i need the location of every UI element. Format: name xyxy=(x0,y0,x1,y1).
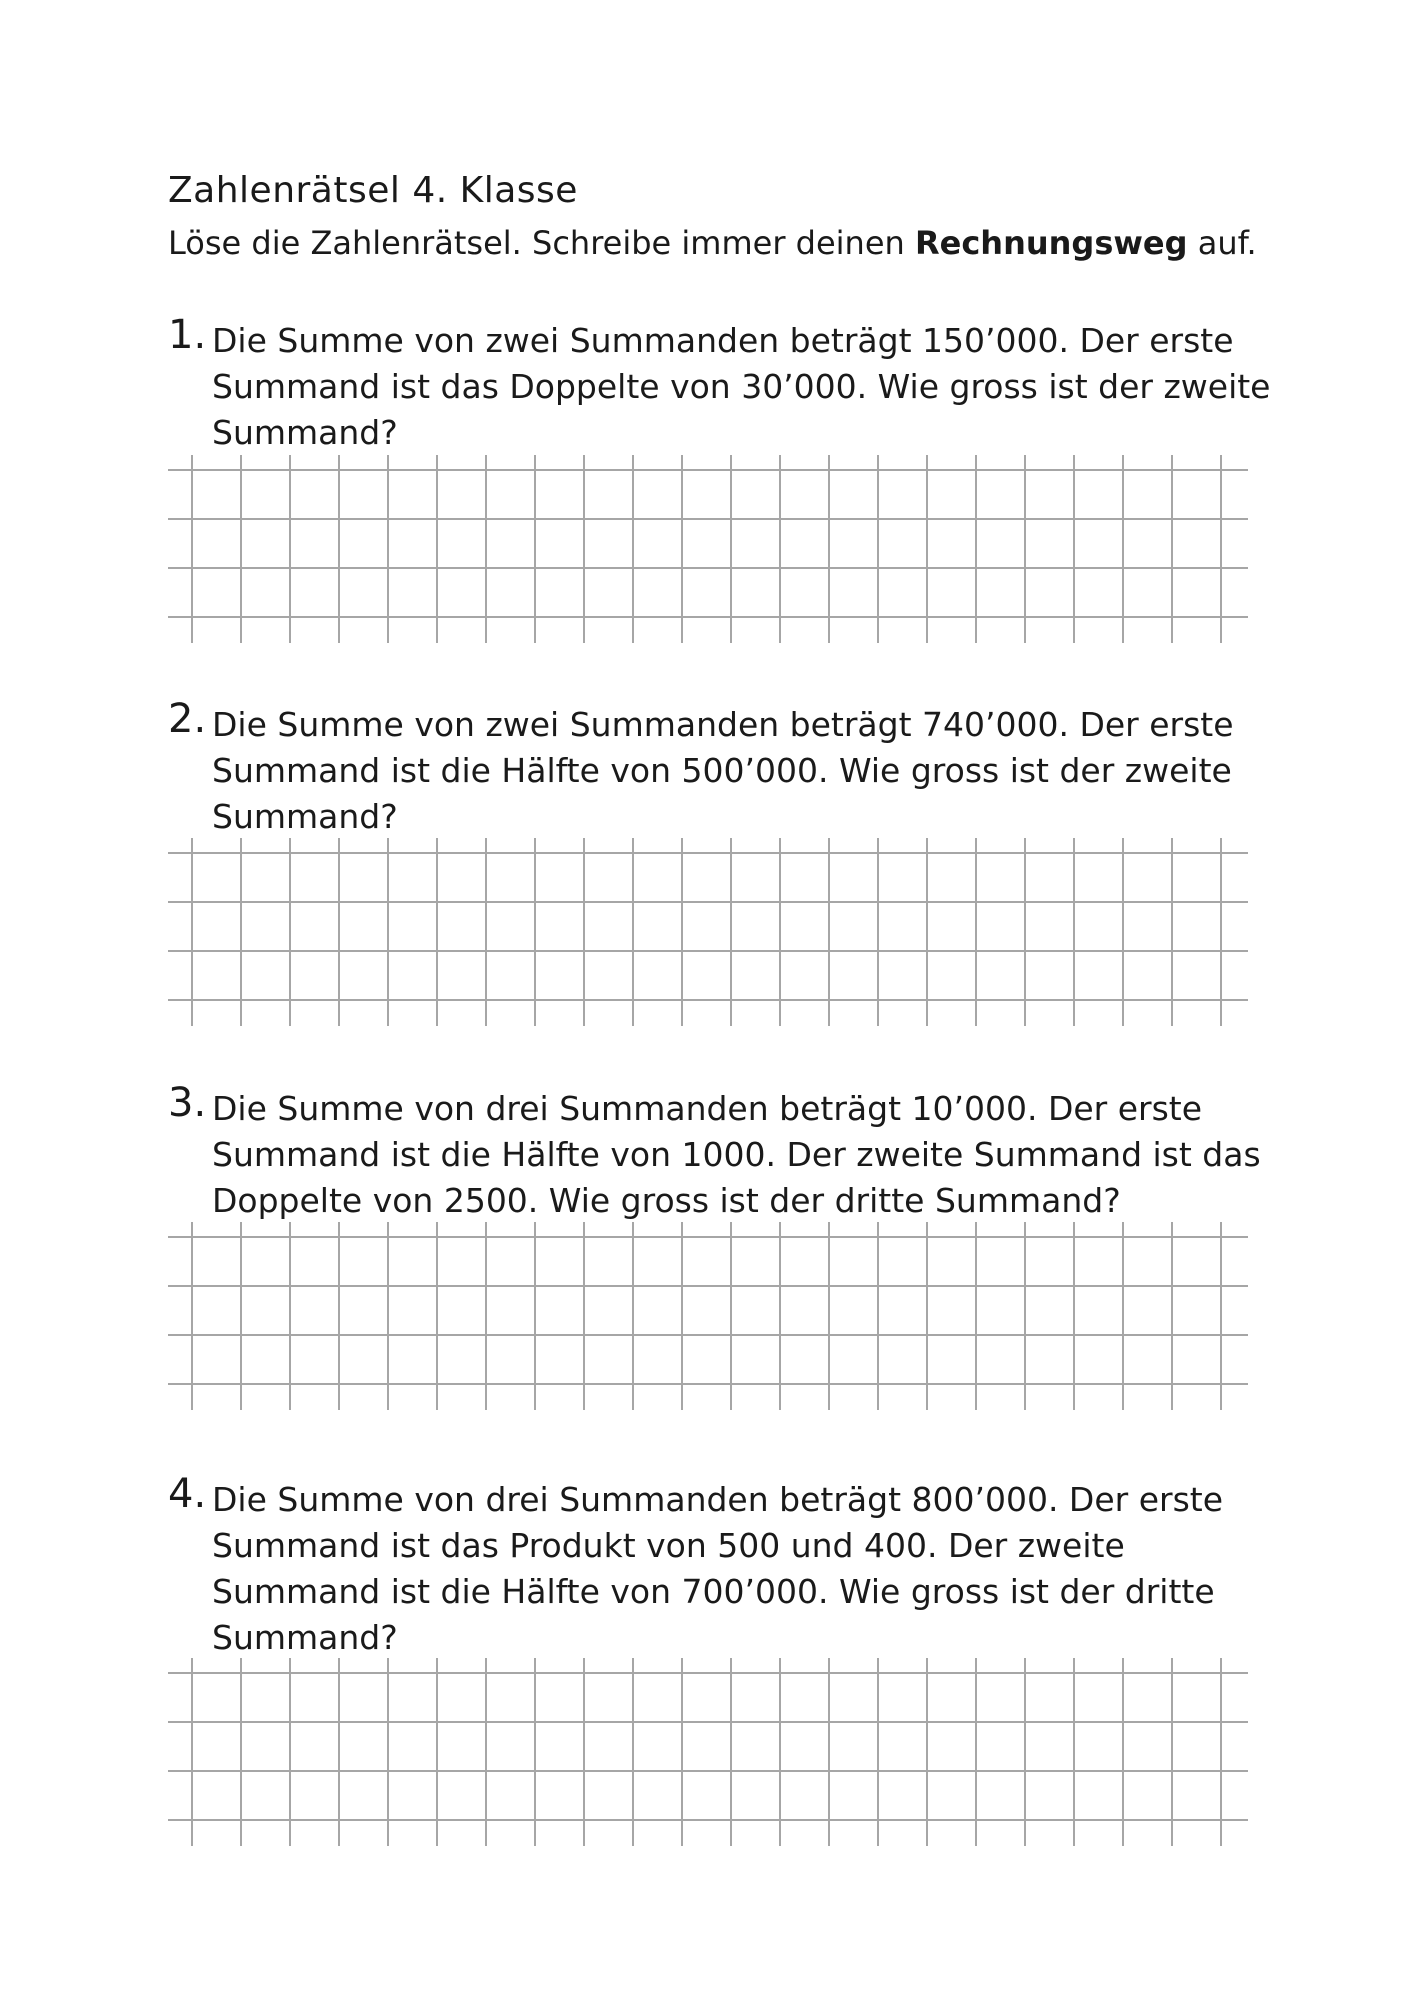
task-line: Summand? xyxy=(212,797,398,836)
answer-grid-4[interactable] xyxy=(168,1658,1258,1858)
task-line: Die Summe von zwei Summanden beträgt 150’000. Der erste xyxy=(212,321,1234,360)
task-line: Summand ist die Hälfte von 500’000. Wie gross ist der zweite xyxy=(212,751,1232,790)
task-text xyxy=(212,702,1272,840)
task-line: Summand ist das Produkt von 500 und 400. Der zweite xyxy=(212,1526,1125,1565)
task-text xyxy=(212,1477,1272,1661)
task-line: Doppelte von 2500. Wie gross ist der dritte Summand? xyxy=(212,1181,1121,1220)
instructions-text: Löse die Zahlenrätsel. Schreibe immer deinen xyxy=(168,224,915,262)
task-line: Summand? xyxy=(212,413,398,452)
task-text xyxy=(212,318,1272,456)
task-line: Die Summe von drei Summanden beträgt 800’000. Der erste xyxy=(212,1480,1224,1519)
task-text xyxy=(212,1086,1272,1224)
task-line: Summand ist das Doppelte von 30’000. Wie gross ist der zweite xyxy=(212,367,1271,406)
task-number: 3. xyxy=(168,1080,207,1126)
answer-grid-1[interactable] xyxy=(168,455,1258,655)
task-number: 4. xyxy=(168,1471,207,1517)
answer-grid-2[interactable] xyxy=(168,838,1258,1038)
task-line: Die Summe von zwei Summanden beträgt 740’000. Der erste xyxy=(212,705,1234,744)
task-line: Die Summe von drei Summanden beträgt 10’000. Der erste xyxy=(212,1089,1203,1128)
task-line: Summand? xyxy=(212,1618,398,1657)
task-line: Summand ist die Hälfte von 700’000. Wie gross ist der dritte xyxy=(212,1572,1215,1611)
instructions-emphasis: Rechnungsweg xyxy=(914,224,1188,262)
page-title: Zahlenrätsel 4. Klasse xyxy=(168,170,578,211)
answer-grid-3[interactable] xyxy=(168,1222,1258,1422)
instructions-text-end: auf. xyxy=(1187,224,1257,262)
task-number: 1. xyxy=(168,312,207,358)
task-line: Summand ist die Hälfte von 1000. Der zweite Summand ist das xyxy=(212,1135,1261,1174)
task-number: 2. xyxy=(168,696,207,742)
instructions xyxy=(168,224,1257,262)
